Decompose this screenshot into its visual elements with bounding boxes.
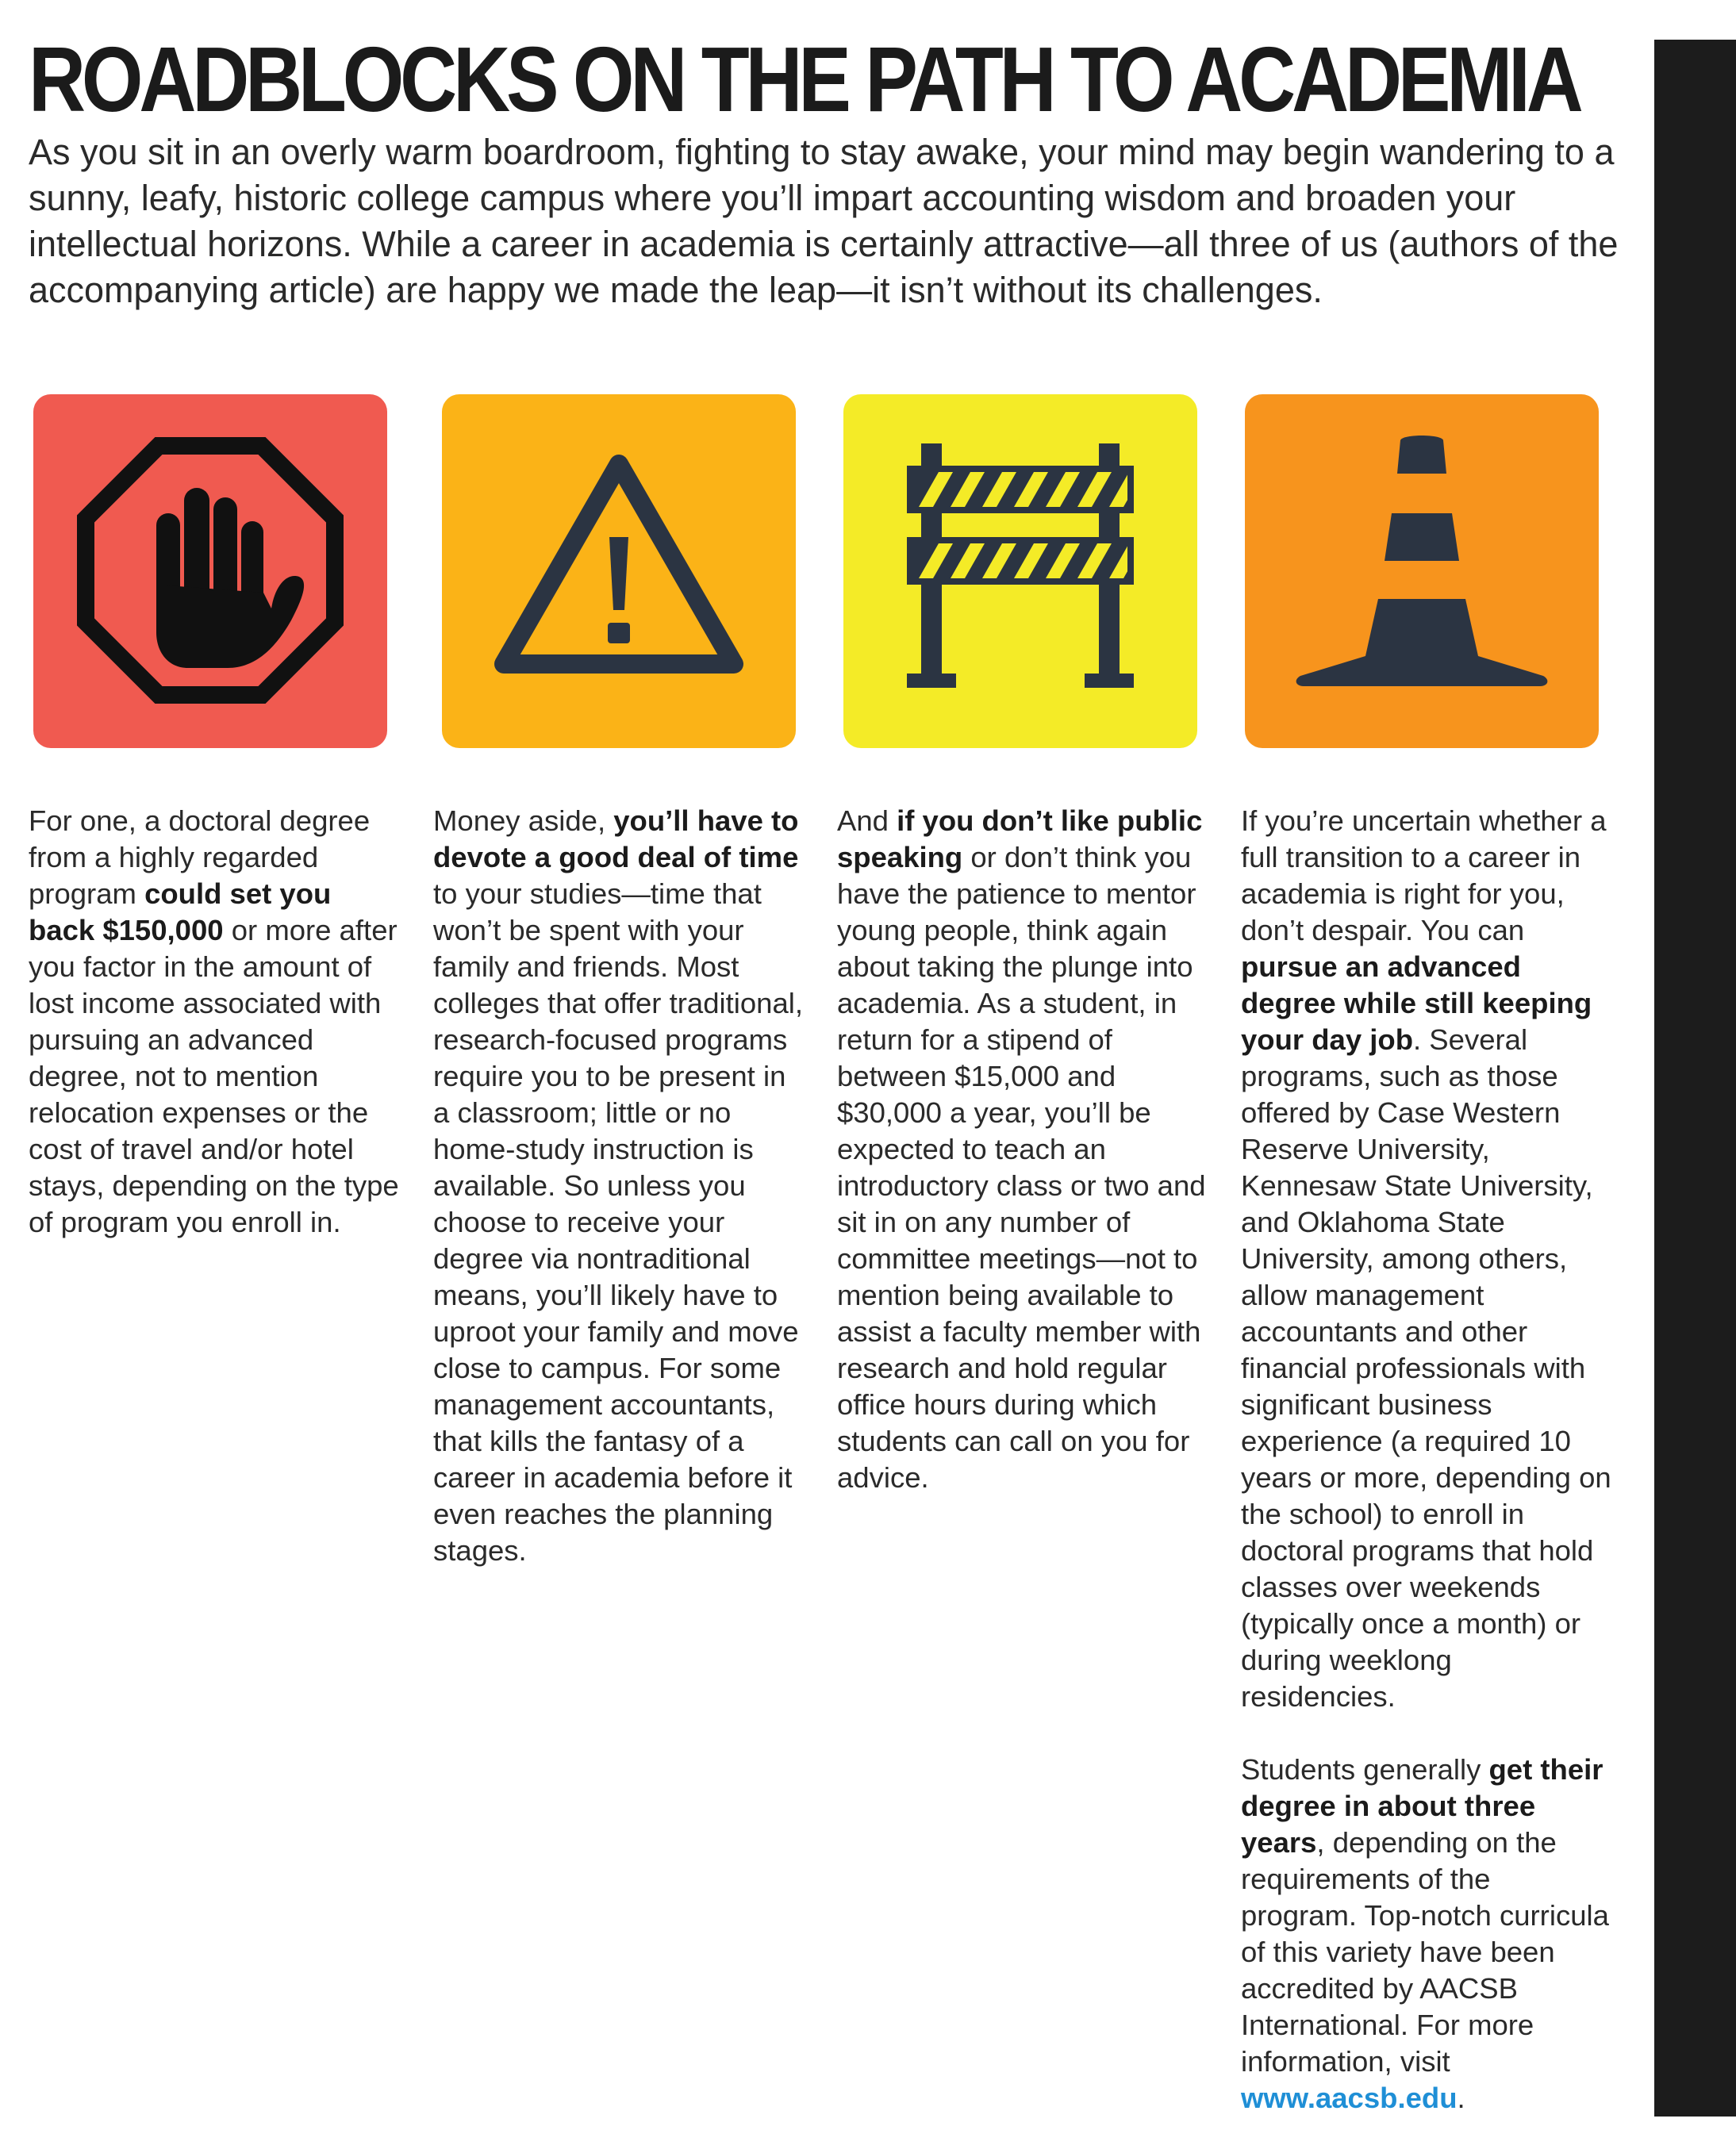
warning-triangle-icon	[442, 394, 796, 748]
col3-bold-1: if you don’t like public speaking	[837, 804, 1203, 873]
column-2	[433, 803, 806, 1606]
stop-hand-icon	[33, 394, 387, 748]
col3-text-2: or don’t think you have the patience to mentor young people, think again about taking the plunge into academia. As a student, in return for a stipend of between $15,000 and $30,000 a year, you’ll be expected to teach an introductory class or two and sit in on any number of committee meetings—not to mention being available to assist a faculty member with research and hold regular office hours during which students can call on you for advice.	[837, 841, 1206, 1494]
cone-sign-tile	[1245, 394, 1599, 748]
col2-text-2: to your studies—time that won’t be spent with your family and friends. Most colleges that offer traditional, research-focused programs require you to be present in a classroom; little or no home-study instruction is available. So unless you choose to receive your degree via nontraditional means, you’ll likely have to uproot your family and move close to campus. For some management accountants, that kills the fantasy of a career in academia before it even reaches the planning stages.	[433, 877, 803, 1567]
column-3	[837, 803, 1210, 1533]
intro-paragraph: As you sit in an overly warm boardroom, fighting to stay awake, your mind may begin wandering to a sunny, leafy, historic college campus where you’ll impart accounting wisdom and broaden your intellectual horizons. While a career in academia is certainly attractive—all three of us (authors of the accompanying article) are happy we made the leap—it isn’t without its challenges.	[29, 132, 1619, 310]
column-1	[29, 803, 401, 1277]
col4-text-4: , depending on the requirements of the program. Top-notch curricula of this variety have been accredited by AACSB International. For more information, visit	[1241, 1826, 1609, 2078]
column-4-paragraph-1	[1241, 803, 1614, 1715]
col2-bold-1: you’ll have to devote a good deal of time	[433, 804, 799, 873]
col4-text-2: . Several programs, such as those offered by Case Western Reserve University, Kennesaw State University, and Oklahoma State University, among others, allow management accountants and other financial professionals with significant business experience (a required 10 years or more, depending on the school) to enroll in doctoral programs that hold classes over weekends (typically once a month) or during weeklong residencies.	[1241, 1023, 1611, 1713]
col1-text-2: or more after you factor in the amount of lost income associated with pursuing an advanced degree, not to mention relocation expenses or the cost of travel and/or hotel stays, depending on the type of program you enroll in.	[29, 914, 399, 1238]
col4-bold-1: pursue an advanced degree while still keeping your day job	[1241, 950, 1592, 1056]
col2-text-1: Money aside,	[433, 804, 614, 837]
column-4	[1241, 803, 1614, 2153]
road-barrier-icon	[843, 394, 1197, 748]
column-1-paragraph	[29, 803, 401, 1241]
column-4-paragraph-2	[1241, 1752, 1614, 2117]
column-3-paragraph	[837, 803, 1210, 1496]
column-2-paragraph	[433, 803, 806, 1569]
aacsb-link[interactable]: www.aacsb.edu	[1241, 2082, 1458, 2114]
col4-bold-2: get their degree in about three years	[1241, 1753, 1603, 1859]
traffic-cone-icon	[1245, 394, 1599, 748]
col1-bold-1: could set you back $150,000	[29, 877, 332, 946]
col4-text-1: If you’re uncertain whether a full transition to a career in academia is right for you, don’t despair. You can	[1241, 804, 1607, 946]
stop-sign-tile	[33, 394, 387, 748]
warning-sign-tile	[442, 394, 796, 748]
col3-text-1: And	[837, 804, 897, 837]
col1-text-1: For one, a doctoral degree from a highly regarded program	[29, 804, 371, 910]
barrier-sign-tile	[843, 394, 1197, 748]
page-title: ROADBLOCKS ON THE PATH TO ACADEMIA	[29, 28, 1580, 131]
page-edge-bar	[1654, 40, 1736, 2117]
col4-text-end: .	[1457, 2082, 1465, 2114]
col4-text-3: Students generally	[1241, 1753, 1489, 1786]
